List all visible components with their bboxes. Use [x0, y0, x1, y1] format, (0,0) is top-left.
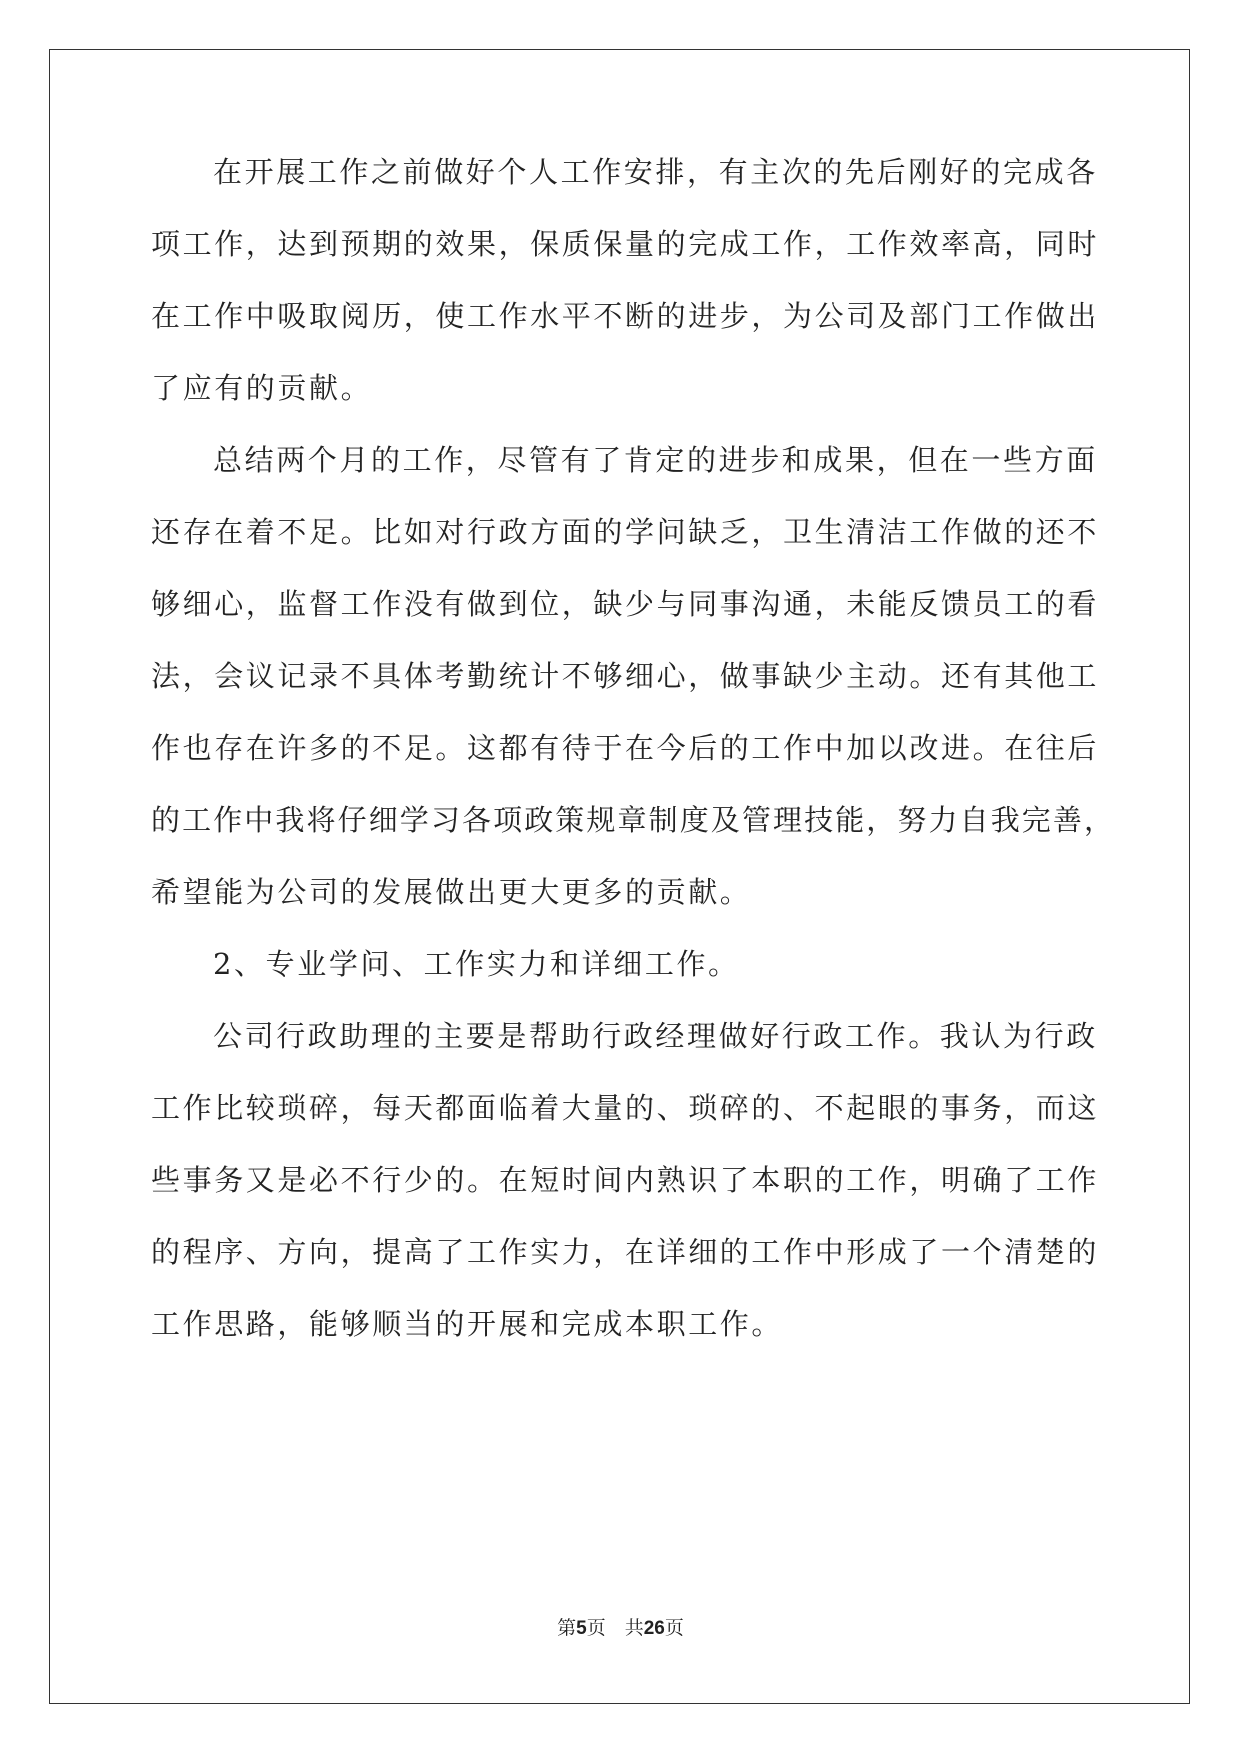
- total-page-count: 26: [643, 1618, 665, 1639]
- paragraph-2-line-5: 作也存在许多的不足。这都有待于在今后的工作中加以改进。在往后: [151, 731, 1100, 765]
- section-heading: 2、专业学问、工作实力和详细工作。: [213, 947, 740, 981]
- paragraph-4-line-2: 工作比较琐碎，每天都面临着大量的、琐碎的、不起眼的事务，而这: [151, 1091, 1100, 1125]
- paragraph-2-line-1: 总结两个月的工作，尽管有了肯定的进步和成果，但在一些方面: [213, 443, 1098, 477]
- paragraph-1-line-4: 了应有的贡献。: [151, 371, 373, 405]
- current-page-number: 5: [576, 1618, 587, 1639]
- paragraph-4-line-1: 公司行政助理的主要是帮助行政经理做好行政工作。我认为行政: [213, 1019, 1098, 1053]
- paragraph-4-line-5: 工作思路，能够顺当的开展和完成本职工作。: [151, 1307, 784, 1341]
- paragraph-2-line-6: 的工作中我将仔细学习各项政策规章制度及管理技能，努力自我完善，: [151, 803, 1116, 837]
- paragraph-2-line-3: 够细心，监督工作没有做到位，缺少与同事沟通，未能反馈员工的看: [151, 587, 1100, 621]
- footer-suffix: 页: [664, 1617, 684, 1639]
- footer-middle: 页 共: [586, 1617, 644, 1639]
- paragraph-1-line-3: 在工作中吸取阅历，使工作水平不断的进步，为公司及部门工作做出: [151, 299, 1100, 333]
- paragraph-2-line-2: 还存在着不足。比如对行政方面的学问缺乏，卫生清洁工作做的还不: [151, 515, 1100, 549]
- paragraph-2-line-7: 希望能为公司的发展做出更大更多的贡献。: [151, 875, 752, 909]
- paragraph-1-line-2: 项工作，达到预期的效果，保质保量的完成工作，工作效率高，同时: [151, 227, 1100, 261]
- paragraph-2-line-4: 法，会议记录不具体考勤统计不够细心，做事缺少主动。还有其他工: [151, 659, 1100, 693]
- paragraph-4-line-3: 些事务又是必不行少的。在短时间内熟识了本职的工作，明确了工作: [151, 1163, 1100, 1197]
- paragraph-1-line-1: 在开展工作之前做好个人工作安排，有主次的先后刚好的完成各: [213, 155, 1098, 189]
- paragraph-4-line-4: 的程序、方向，提高了工作实力，在详细的工作中形成了一个清楚的: [151, 1235, 1100, 1269]
- page-footer: [0, 1616, 1241, 1641]
- footer-prefix: 第: [557, 1617, 577, 1639]
